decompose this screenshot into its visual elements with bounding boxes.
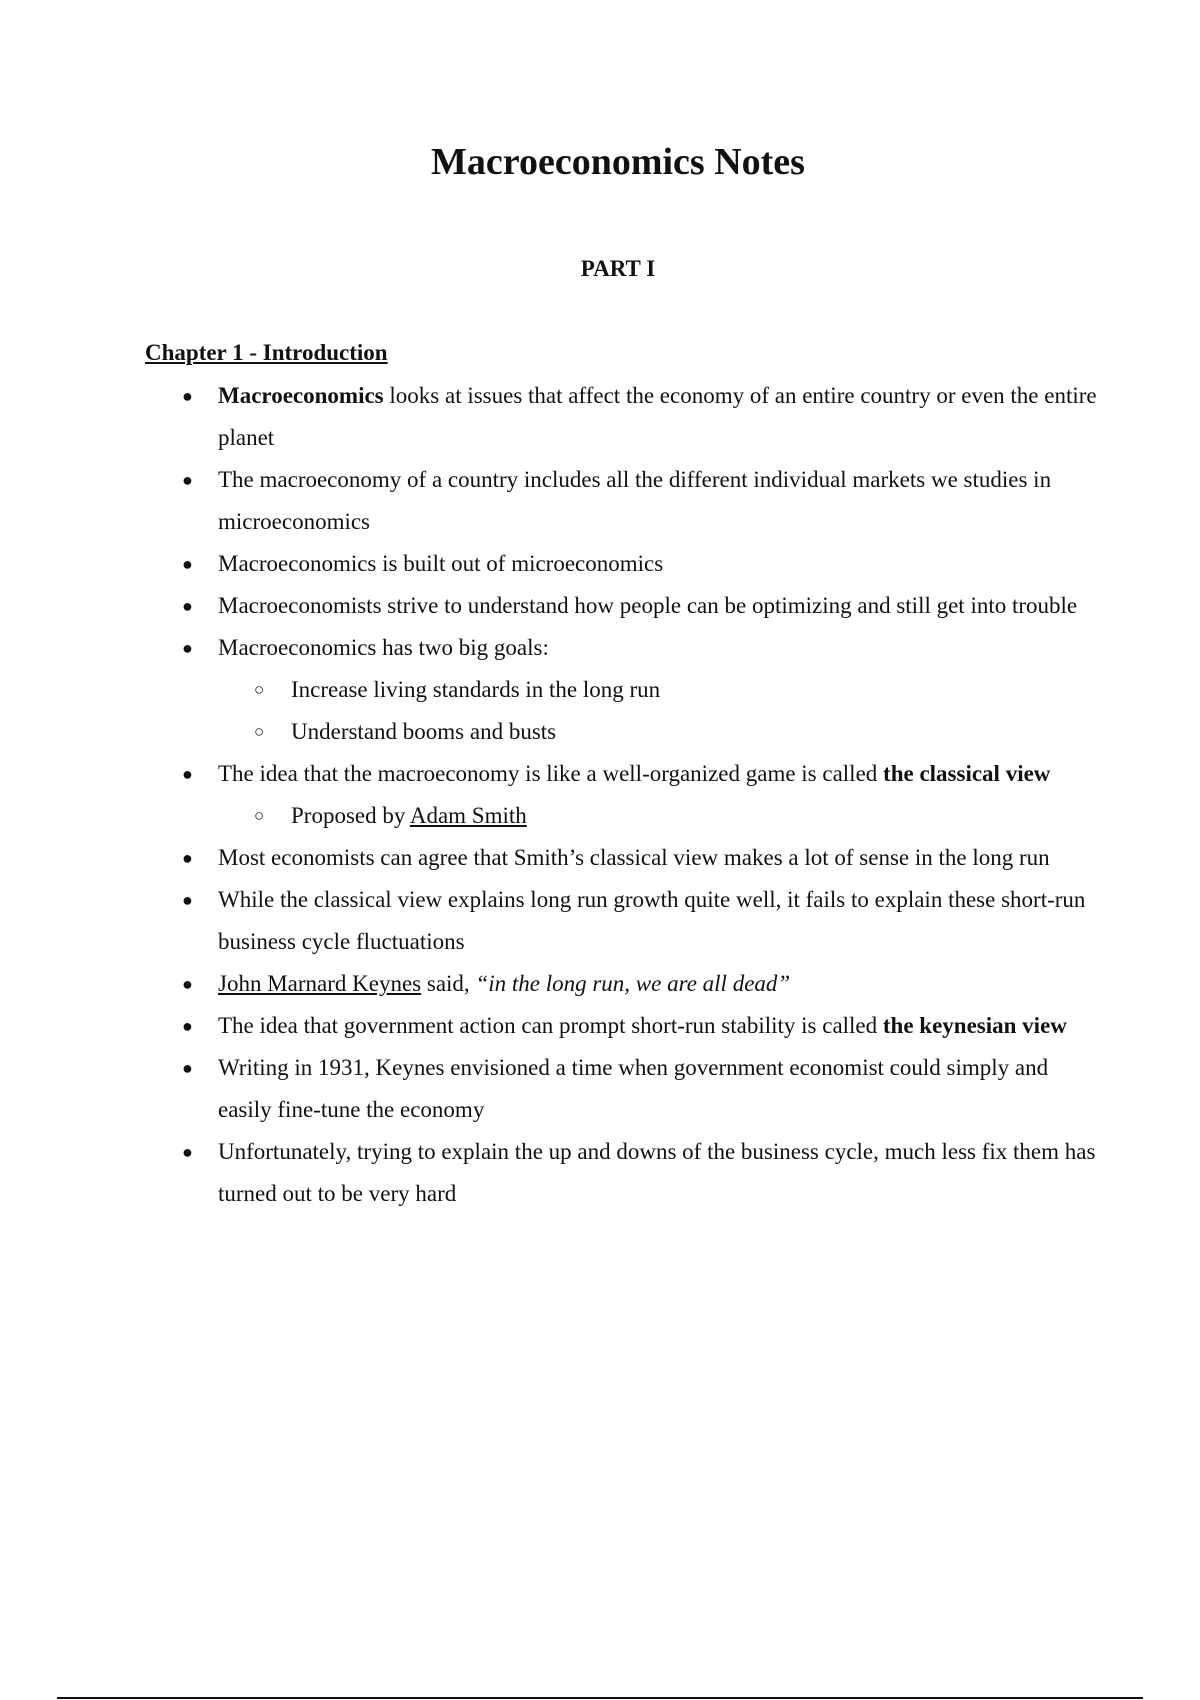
list-item	[145, 543, 1105, 585]
list-item-text: Macroeconomics has two big goals:	[218, 635, 549, 660]
adam-smith-link[interactable]: Adam Smith	[409, 803, 527, 828]
list-item-text: The idea that the macroeconomy is like a well-organized game is called	[218, 761, 884, 786]
list-item-text: Macroeconomists strive to understand how people can be optimizing and still get into trouble	[218, 593, 1078, 618]
list-item-text: The idea that government action can prompt short-run stability is called	[218, 1013, 883, 1038]
list-item-text: While the classical view explains long run growth quite well, it fails to explain these short-run business cycle fluctuations	[218, 887, 1086, 954]
sub-list	[218, 795, 1105, 837]
keynes-quote: “in the long run, we are all dead”	[475, 971, 791, 996]
part-heading: PART I	[580, 256, 656, 281]
sub-list-item	[218, 669, 1105, 711]
list-item	[145, 1131, 1105, 1215]
sub-list-item-text: Increase living standards in the long run	[291, 677, 661, 702]
list-item-text: The macroeconomy of a country includes all the different individual markets we studies in microeconomics	[218, 467, 1052, 534]
bullet-icon: ●	[182, 638, 193, 658]
list-item-text: Writing in 1931, Keynes envisioned a time when government economist could simply and easily fine-tune the economy	[218, 1055, 1049, 1122]
sub-list	[218, 669, 1105, 753]
list-item	[145, 1005, 1105, 1047]
bullet-icon: ●	[182, 1058, 193, 1078]
list-item-text: Unfortunately, trying to explain the up and downs of the business cycle, much less fix them has turned out to be very hard	[218, 1139, 1096, 1206]
list-item	[145, 879, 1105, 963]
document-title: Macroeconomics Notes	[431, 141, 805, 183]
bullet-icon: ●	[182, 386, 193, 406]
list-item	[145, 459, 1105, 543]
keynes-link[interactable]: John Marnard Keynes	[218, 971, 422, 996]
bullet-icon: ●	[182, 554, 193, 574]
bullet-icon: ●	[182, 974, 193, 994]
bullet-icon: ●	[182, 1016, 193, 1036]
sub-list-item-text: Understand booms and busts	[291, 719, 557, 744]
footer-divider	[57, 1697, 1143, 1699]
bullet-icon: ●	[182, 470, 193, 490]
bullet-icon: ●	[182, 890, 193, 910]
list-item	[145, 753, 1105, 837]
hollow-bullet-icon: ○	[254, 806, 265, 825]
list-item	[145, 963, 1105, 1005]
list-item	[145, 837, 1105, 879]
bullet-icon: ●	[182, 764, 193, 784]
bullet-icon: ●	[182, 1142, 193, 1162]
hollow-bullet-icon: ○	[254, 680, 265, 699]
sub-list-item	[218, 711, 1105, 753]
list-item	[145, 585, 1105, 627]
notes-list	[145, 375, 1105, 1215]
term-bold: the classical view	[883, 761, 1051, 786]
hollow-bullet-icon: ○	[254, 722, 265, 741]
bullet-icon: ●	[182, 596, 193, 616]
sub-list-item-text: Proposed by	[291, 803, 410, 828]
term-bold: Macroeconomics	[218, 383, 384, 408]
bullet-icon: ●	[182, 848, 193, 868]
list-item-text: looks at issues that affect the economy of an entire country or even the entire planet	[218, 383, 1097, 450]
list-item	[145, 1047, 1105, 1131]
sub-list-item	[218, 795, 1105, 837]
chapter-heading: Chapter 1 - Introduction	[145, 340, 388, 365]
term-bold: the keynesian view	[882, 1013, 1067, 1038]
list-item	[145, 627, 1105, 753]
list-item	[145, 375, 1105, 459]
list-item-text: Most economists can agree that Smith’s classical view makes a lot of sense in the long run	[218, 845, 1050, 870]
list-item-text: Macroeconomics is built out of microeconomics	[218, 551, 664, 576]
list-item-text: said,	[421, 971, 476, 996]
